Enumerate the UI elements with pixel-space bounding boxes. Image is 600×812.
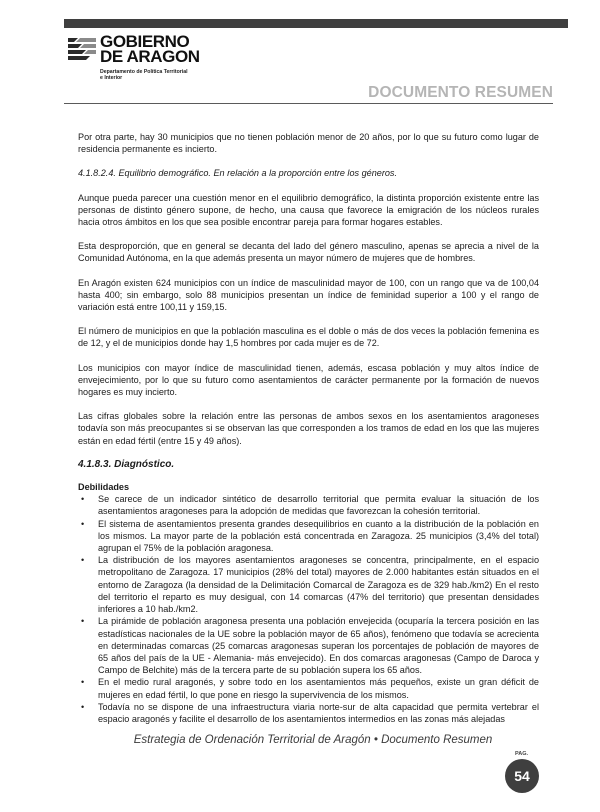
bullet-icon: • <box>81 701 85 712</box>
debilidades-list <box>78 493 539 725</box>
logo-subtitle <box>100 69 188 81</box>
paragraph: Las cifras globales sobre la relación entre las personas de ambos sexos en los asentamientos aragoneses todavía son más preocupantes si se observan las que corresponden a los tramos de edad en los que las mujeres están en edad fértil (entre 15 y 49 años). <box>78 411 539 446</box>
logo-subtitle-line1: Departamento de Política Territorial <box>100 69 188 75</box>
header-divider <box>64 103 553 104</box>
list-item <box>78 615 539 676</box>
header-bar <box>64 19 568 28</box>
list-item-text: La distribución de los mayores asentamientos aragoneses se concentra, principalmente, en el espacio metropolitano de Zaragoza. 17 municipios (28% del total) mayores de 2.000 habitantes están situados en el entorno de Zaragoza (la densidad de la Delimitación Comarcal de Zaragoza es de 329 hab./km2) En el resto del territorio el reparto es muy desigual, con 14 comarcas (47% del territorio) que presentan densidades inferiores a 10 hab./km2. <box>98 555 539 615</box>
bullet-icon: • <box>81 494 85 505</box>
list-item <box>78 554 539 615</box>
list-item <box>78 493 539 517</box>
paragraph: El número de municipios en que la población masculina es el doble o más de dos veces la población femenina es de 12, y el de municipios donde hay 1,5 hombres por cada mujer es de 72. <box>78 326 539 349</box>
footer-text: Estrategia de Ordenación Territorial de Aragón • Documento Resumen <box>133 734 493 746</box>
paragraph: Por otra parte, hay 30 municipios que no tienen población menor de 20 años, por lo que su futuro como lugar de residencia permanente es incierto. <box>78 132 539 155</box>
gobierno-aragon-logo <box>66 32 216 96</box>
document-title: DOCUMENTO RESUMEN <box>368 84 553 101</box>
debilidades-heading: Debilidades <box>78 482 130 493</box>
list-item-text: El sistema de asentamientos presenta grandes desequilibrios en cuanto a la distribución de la población en los mismos. La mayor parte de la población está concentrada en Zaragoza. 25 municipios (3,4% del total) agrupan el 75% de la población aragonesa. <box>98 518 539 554</box>
aragon-emblem-icon <box>66 36 100 64</box>
list-item <box>78 701 539 725</box>
page-number: 54 <box>505 759 539 793</box>
paragraph: Los municipios con mayor índice de masculinidad tienen, además, escasa población y muy altos índice de envejecimiento, por lo que su futuro como asentamientos de carácter permanente por la formación de nuevos hogares es muy incierto. <box>78 362 539 398</box>
paragraph: Aunque pueda parecer una cuestión menor en el equilibrio demográfico, la distinta proporción existente entre las personas de distinto género supone, de hecho, una causa que favorece la emigración de los núcleos rurales hacia otros ámbitos en los que sea posible encontrar pareja para formar hogares estables. <box>78 192 539 228</box>
bullet-icon: • <box>81 555 85 566</box>
bullet-icon: • <box>81 677 85 688</box>
subsection-heading: 4.1.8.2.4. Equilibrio demográfico. En relación a la proporción entre los géneros. <box>78 168 397 179</box>
list-item-text: Todavía no se dispone de una infraestructura viaria norte-sur de alta capacidad que permita vertebrar el espacio aragonés y facilite el desarrollo de los asentamientos intermedios en las zonas más alejadas <box>98 701 539 724</box>
bullet-icon: • <box>81 616 85 627</box>
logo-subtitle-line2: e Interior <box>100 75 123 81</box>
logo-title-line2: DE ARAGON <box>100 47 200 66</box>
section-heading: 4.1.8.3. Diagnóstico. <box>78 458 175 470</box>
paragraph: En Aragón existen 624 municipios con un índice de masculinidad mayor de 100, con un rango que va de 100,04 hasta 400; sin embargo, solo 88 municipios presentan un índice de feminidad superior a 100 y el rango de variación está entre 100,11 y 159,15. <box>78 277 539 313</box>
paragraph: Esta desproporción, que en general se decanta del lado del género masculino, apenas se aprecia a nivel de la Comunidad Autónoma, en la que además presenta un mayor número de mujeres que de hombres. <box>78 241 539 264</box>
list-item-text: La pirámide de población aragonesa presenta una población envejecida (ocuparía la tercera posición en las estadísticas nacionales de la UE sobre la población mayor de 65 años), fenómeno que todavía se acrecienta en determinadas comarcas (25 comarcas aragonesas superan los porcentajes de población de mayores de 65 años del país de la UE - Alemania- más envejecido). En dos comarcas aragonesas (Campo de Daroca y Campo de Belchite) más de la tercera parte de su población supera los 65 años. <box>98 616 539 676</box>
logo-title <box>100 34 200 64</box>
list-item <box>78 518 539 555</box>
page-label: PAG. <box>515 751 529 757</box>
list-item <box>78 676 539 700</box>
bullet-icon: • <box>81 518 85 529</box>
list-item-text: En el medio rural aragonés, y sobre todo en los asentamientos más pequeños, existe un gran déficit de mujeres en edad fértil, lo que pone en riesgo la supervivencia de los mismos. <box>98 677 539 700</box>
logo-title-line1: GOBIERNO <box>100 32 190 51</box>
list-item-text: Se carece de un indicador sintético de desarrollo territorial que permita evaluar la situación de los asentamientos aragoneses para la adopción de medidas que favorezcan la cohesión territorial. <box>98 494 539 517</box>
page-content <box>78 131 539 725</box>
